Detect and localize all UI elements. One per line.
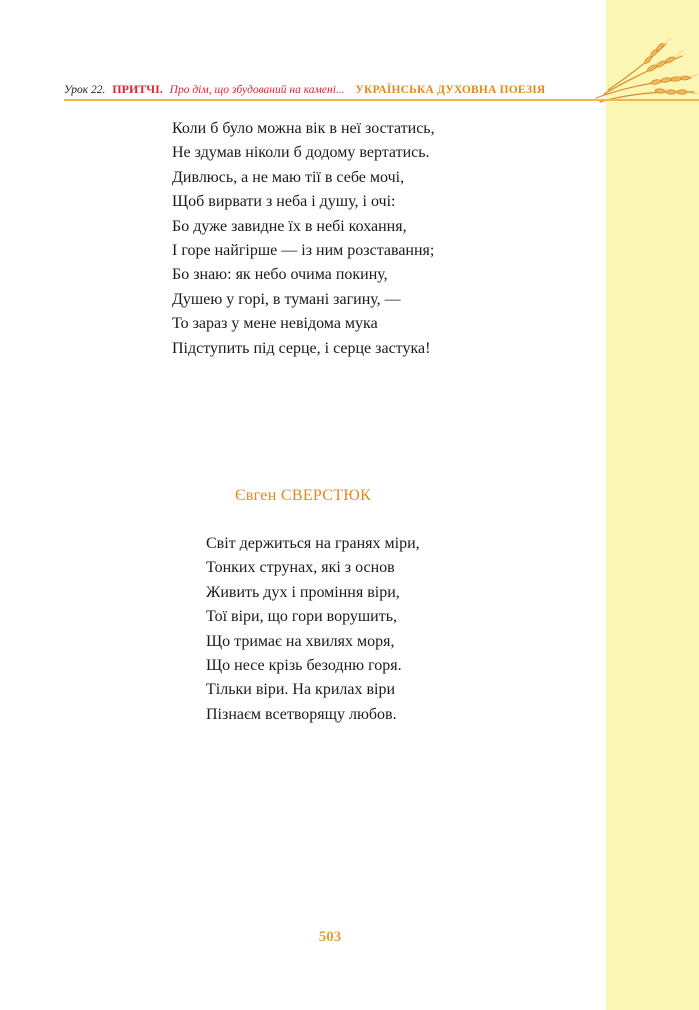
- poem-author: Євген СВЕРСТЮК: [234, 487, 372, 504]
- lesson-number: Урок 22.: [64, 84, 106, 96]
- poem-line: Світ держиться на гранях міри,: [206, 535, 420, 552]
- poem-line: Тонких струнах, які з основ: [206, 559, 395, 577]
- poem-line: Підступить під серце, і серце застука!: [172, 339, 431, 357]
- part-title: УКРАЇНСЬКА ДУХОВНА ПОЕЗІЯ: [355, 84, 546, 96]
- section-title: ПРИТЧІ.: [112, 82, 163, 96]
- lesson-title: Про дім, що збудований на камені...: [169, 84, 345, 96]
- poem-line: Тої віри, що гори ворушить,: [206, 608, 398, 626]
- poem-line: Бо знаю: як небо очима покину,: [172, 266, 388, 284]
- poem-line: Душею у горі, в тумані загину, —: [172, 290, 401, 308]
- header-divider: [64, 99, 699, 101]
- poem-line: То зараз у мене невідома мука: [172, 315, 378, 333]
- page-header: [64, 79, 604, 99]
- poem-line: Живить дух і проміння віри,: [206, 583, 400, 601]
- page-number: 503: [318, 929, 342, 945]
- poem-line: Коли б було можна вік в неї зостатись,: [172, 120, 435, 137]
- side-color-band: [606, 0, 699, 1010]
- poem-line: Пізнаєм всетворящу любов.: [206, 705, 397, 723]
- poem-line: Щоб вирвати з неба і душу, і очі:: [172, 193, 396, 211]
- poem-line: Тільки віри. На крилах віри: [206, 681, 396, 699]
- poem-line: Що тримає на хвилях моря,: [206, 632, 395, 650]
- poem-2: [206, 532, 586, 727]
- poem-line: Не здумав ніколи б додому вертатись.: [172, 144, 430, 162]
- poem-1: [172, 117, 592, 361]
- poem-line: Бо дуже завидне їх в небі кохання,: [172, 217, 407, 235]
- wheat-ears-icon: [586, 38, 699, 113]
- poem-line: І горе найгірше — із ним розставання;: [172, 242, 435, 260]
- poem-line: Дивлюсь, а не маю тії в себе мочі,: [172, 168, 405, 186]
- poem-line: Що несе крізь безодню горя.: [206, 657, 402, 675]
